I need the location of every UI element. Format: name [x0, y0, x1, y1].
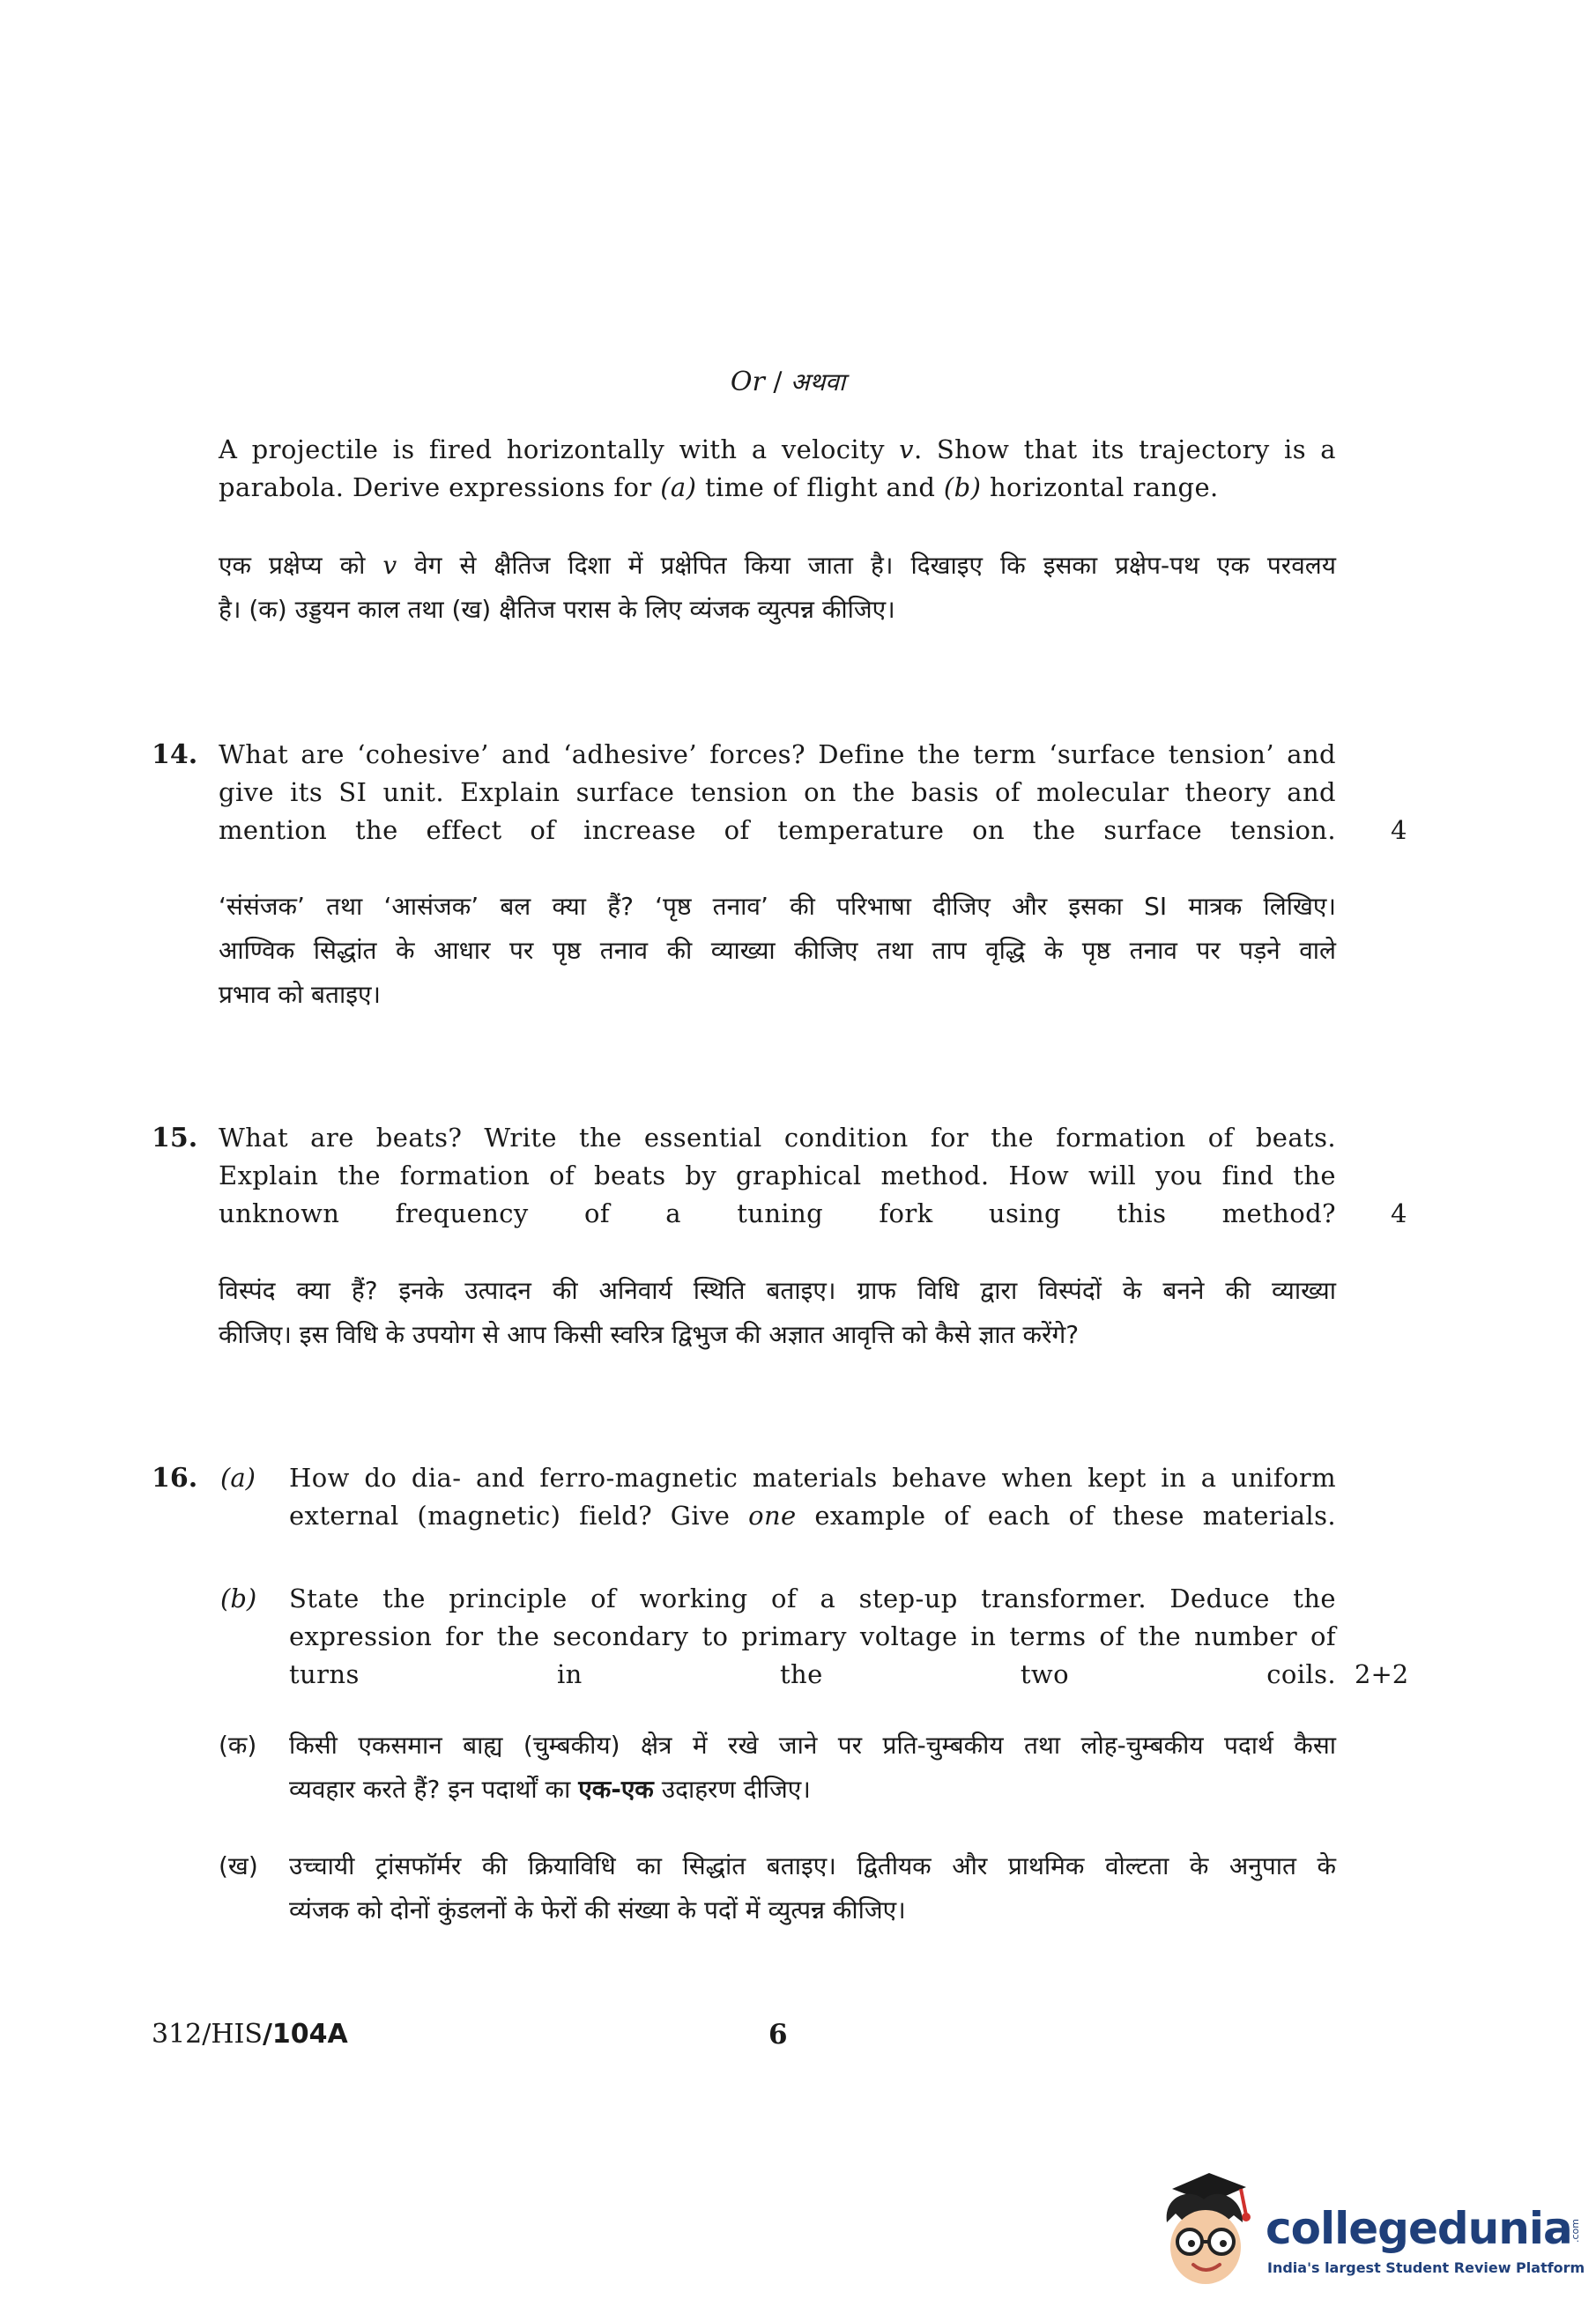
q16a-en-line1: How do dia- and ferro-magnetic materials behave when kept in a uniform: [289, 1463, 1336, 1493]
paper-code-prefix: 312/HIS: [152, 2019, 263, 2050]
or-sep: /: [764, 367, 791, 397]
q13-or-hi-line1: एक प्रक्षेप्य को v वेग से क्षैतिज दिशा में प्रक्षेपित किया जाता है। दिखाइए कि इसका प्रक्षेप-पथ एक परवलय: [219, 551, 1336, 580]
logo-name: collegedunia: [1266, 2203, 1572, 2254]
q14-hi-line3: प्रभाव को बताइए।: [219, 980, 382, 1009]
q15-number: 15.: [152, 1123, 198, 1153]
q16ka-label: (क): [219, 1731, 257, 1760]
q15-hi-line1: विस्पंद क्या हैं? इनके उत्पादन की अनिवार्य स्थिति बताइए। ग्राफ विधि द्वारा विस्पंदों के बनने की व्याख्या: [219, 1276, 1336, 1305]
or-divider: [0, 363, 1576, 402]
logo-tagline: India's largest Student Review Platform: [1267, 2259, 1585, 2276]
q16b-en-line2: expression for the secondary to primary voltage in terms of the number of: [289, 1621, 1336, 1651]
q16a-english: [289, 1459, 1336, 1535]
q16kha-label: (ख): [219, 1851, 258, 1880]
q14-en-line1: What are ‘cohesive’ and ‘adhesive’ forces? Define the term ‘surface tension’ and: [219, 739, 1336, 769]
collegedunia-logo: [1154, 2161, 1585, 2293]
q14-number: 14.: [152, 739, 198, 770]
q14-hi-line1: ‘संसंजक’ तथा ‘आसंजक’ बल क्या हैं? ‘पृष्ठ तनाव’ की परिभाषा दीजिए और इसका SI मात्रक लिखिए।: [219, 892, 1336, 921]
q16kha-hindi: [289, 1844, 1336, 1932]
q16ka-hi-line2: व्यवहार करते हैं? इन पदार्थों का एक-एक उदाहरण दीजिए।: [289, 1775, 811, 1804]
q15-english: [219, 1119, 1336, 1233]
q15-hindi: [219, 1269, 1336, 1357]
q16a-en-line2: external (magnetic) field? Give one example of each of these materials.: [289, 1501, 1337, 1531]
mascot-icon: [1154, 2161, 1260, 2293]
q14-marks: 4: [1391, 815, 1407, 845]
q16-number: 16.: [152, 1463, 198, 1494]
or-hi: अथवा: [791, 367, 846, 397]
q15-en-line1: What are beats? Write the essential condition for the formation of beats.: [219, 1123, 1336, 1153]
q16b-en-line3: turns in the two coils.: [289, 1659, 1336, 1689]
q15-hi-line2: कीजिए। इस विधि के उपयोग से आप किसी स्वरित्र द्विभुज की अज्ञात आवृत्ति को कैसे ज्ञात करेंगे?: [219, 1320, 1080, 1349]
q16b-en-line1: State the principle of working of a step-up transformer. Deduce the: [289, 1583, 1336, 1613]
q15-marks: 4: [1391, 1198, 1407, 1228]
q16b-label: (b): [220, 1583, 257, 1613]
q16b-english: [289, 1580, 1336, 1694]
q16-marks: 2+2: [1355, 1659, 1409, 1689]
q13-or-en-line2: parabola. Derive expressions for (a) time of flight and (b) horizontal range.: [219, 472, 1219, 502]
q13-or-hi-line2: है। (क) उड्डयन काल तथा (ख) क्षैतिज परास के लिए व्यंजक व्युत्पन्न कीजिए।: [219, 595, 895, 624]
q14-en-line3: mention the effect of increase of temperature on the surface tension.: [219, 815, 1336, 845]
q14-english: [219, 736, 1336, 849]
q16ka-hi-line1: किसी एकसमान बाह्य (चुम्बकीय) क्षेत्र में रखे जाने पर प्रति-चुम्बकीय तथा लोह-चुम्बकीय पदार्थ कैसा: [289, 1731, 1336, 1760]
q14-en-line2: give its SI unit. Explain surface tension on the basis of molecular theory and: [219, 777, 1336, 807]
paper-code: [152, 2017, 348, 2052]
q13-or-english: [219, 431, 1336, 507]
or-en: Or: [730, 367, 765, 397]
q16kha-hi-line2: व्यंजक को दोनों कुंडलनों के फेरों की संख्या के पदों में व्युत्पन्न कीजिए।: [289, 1895, 906, 1925]
logo-wordmark: [1266, 2203, 1596, 2254]
q15-en-line2: Explain the formation of beats by graphical method. How will you find the: [219, 1161, 1336, 1190]
q14-hindi: [219, 885, 1336, 1017]
page-number: 6: [768, 2019, 788, 2051]
q16kha-hi-line1: उच्चायी ट्रांसफॉर्मर की क्रियाविधि का सिद्धांत बताइए। द्वितीयक और प्राथमिक वोल्टता के अनुपात के: [289, 1851, 1336, 1880]
q16a-label: (a): [220, 1463, 256, 1493]
q15-en-line3: unknown frequency of a tuning fork using this method?: [219, 1198, 1336, 1228]
logo-com: .com: [1569, 2219, 1581, 2243]
paper-code-suffix: /104A: [262, 2019, 348, 2050]
q13-or-en-line1: A projectile is fired horizontally with a velocity v. Show that its trajectory is a: [219, 434, 1336, 464]
q13-or-hindi: [219, 544, 1336, 632]
q14-hi-line2: आण्विक सिद्धांत के आधार पर पृष्ठ तनाव की व्याख्या कीजिए तथा ताप वृद्धि के पृष्ठ तनाव पर पड़ने वाले: [219, 936, 1336, 965]
q16ka-hindi: [289, 1724, 1336, 1812]
